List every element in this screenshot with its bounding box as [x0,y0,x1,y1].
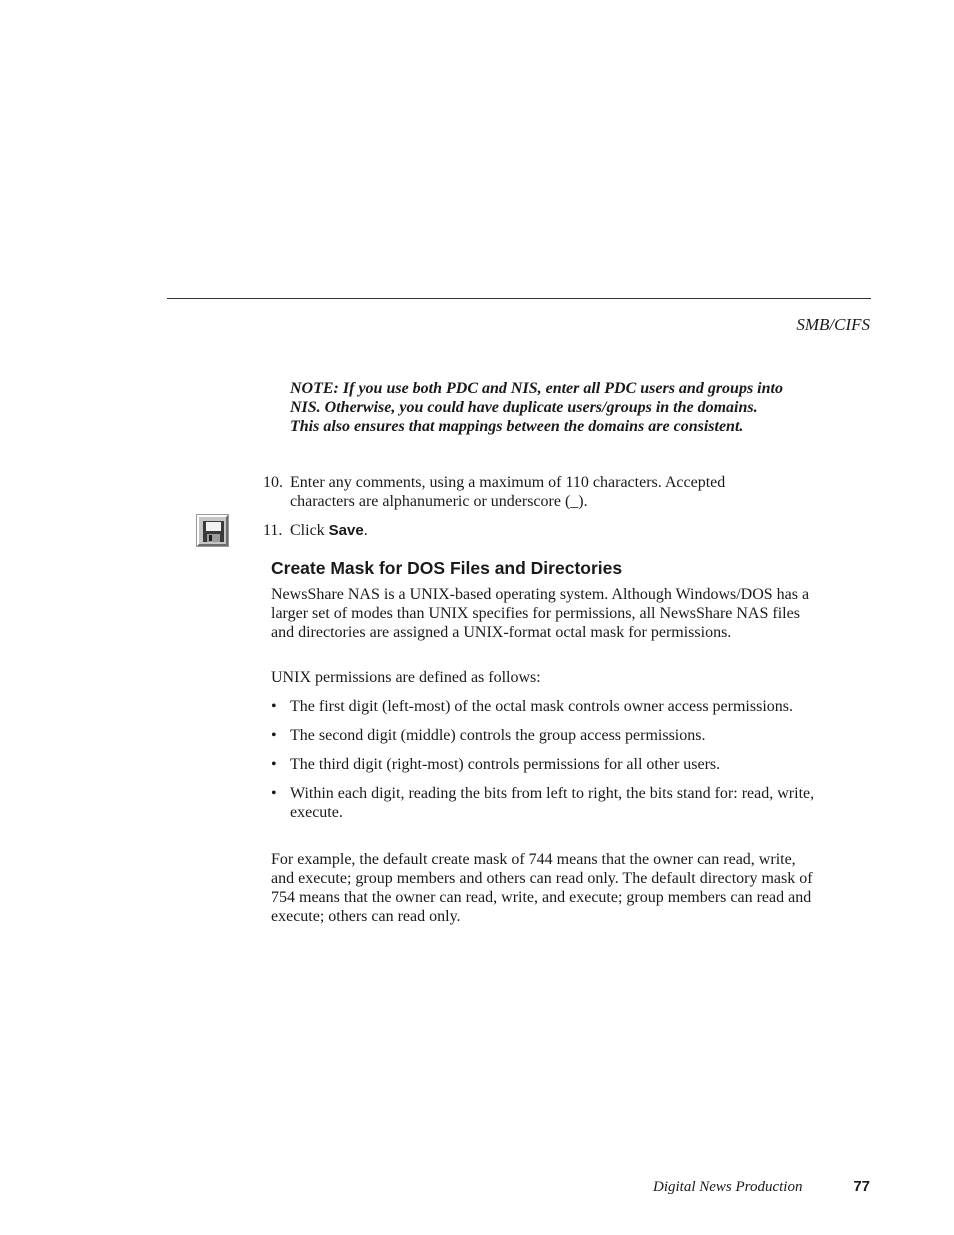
bullet-icon: • [271,785,277,802]
header-rule [167,298,871,299]
list-item [271,755,816,774]
lead-paragraph: UNIX permissions are defined as follows: [271,669,541,686]
permissions-list [271,697,816,832]
list-item-text: The second digit (middle) controls the group access permissions. [290,727,706,744]
save-disk-icon [197,515,228,546]
list-item-text: Within each digit, reading the bits from left to right, the bits stand for: read, write, execute. [290,785,815,821]
intro-paragraph: NewsShare NAS is a UNIX-based operating system. Although Windows/DOS has a larger set of modes than UNIX specifies for permissions, all NewsShare NAS files and directories are assigned a UNIX-format octal mask for permissions. [271,586,810,641]
list-item-text: The first digit (left-most) of the octal mask controls owner access permissions. [290,698,793,715]
list-item [271,726,816,745]
note-text: NOTE: If you use both PDC and NIS, enter all PDC users and groups into NIS. Otherwise, you could have duplicate users/groups in the domains. This also ensures that mappings between the domains are consistent. [290,380,783,435]
footer-title: Digital News Production [653,1179,803,1195]
list-item-text: The third digit (right-most) controls permissions for all other users. [290,756,721,773]
step-text [290,521,790,540]
list-item [271,784,816,822]
section-heading: Create Mask for DOS Files and Directories [271,558,623,578]
step-prefix: Click [290,522,329,539]
list-item [271,697,816,716]
bullet-icon: • [271,698,277,715]
step-number: 11. [263,522,283,539]
bullet-icon: • [271,756,277,773]
step-suffix: . [363,522,368,539]
step-text: Enter any comments, using a maximum of 110 characters. Accepted characters are alphanumeric or underscore (_). [290,474,726,510]
example-paragraph: For example, the default create mask of 744 means that the owner can read, write, and execute; group members and others can read only. The default directory mask of 754 means that the owner can read, write, and execute; group members can read and execute; others can read only. [271,851,813,925]
page-number: 77 [853,1178,870,1195]
bullet-icon: • [271,727,277,744]
step-number: 10. [263,474,283,491]
save-button-label: Save [328,522,364,539]
running-head: SMB/CIFS [796,315,870,334]
